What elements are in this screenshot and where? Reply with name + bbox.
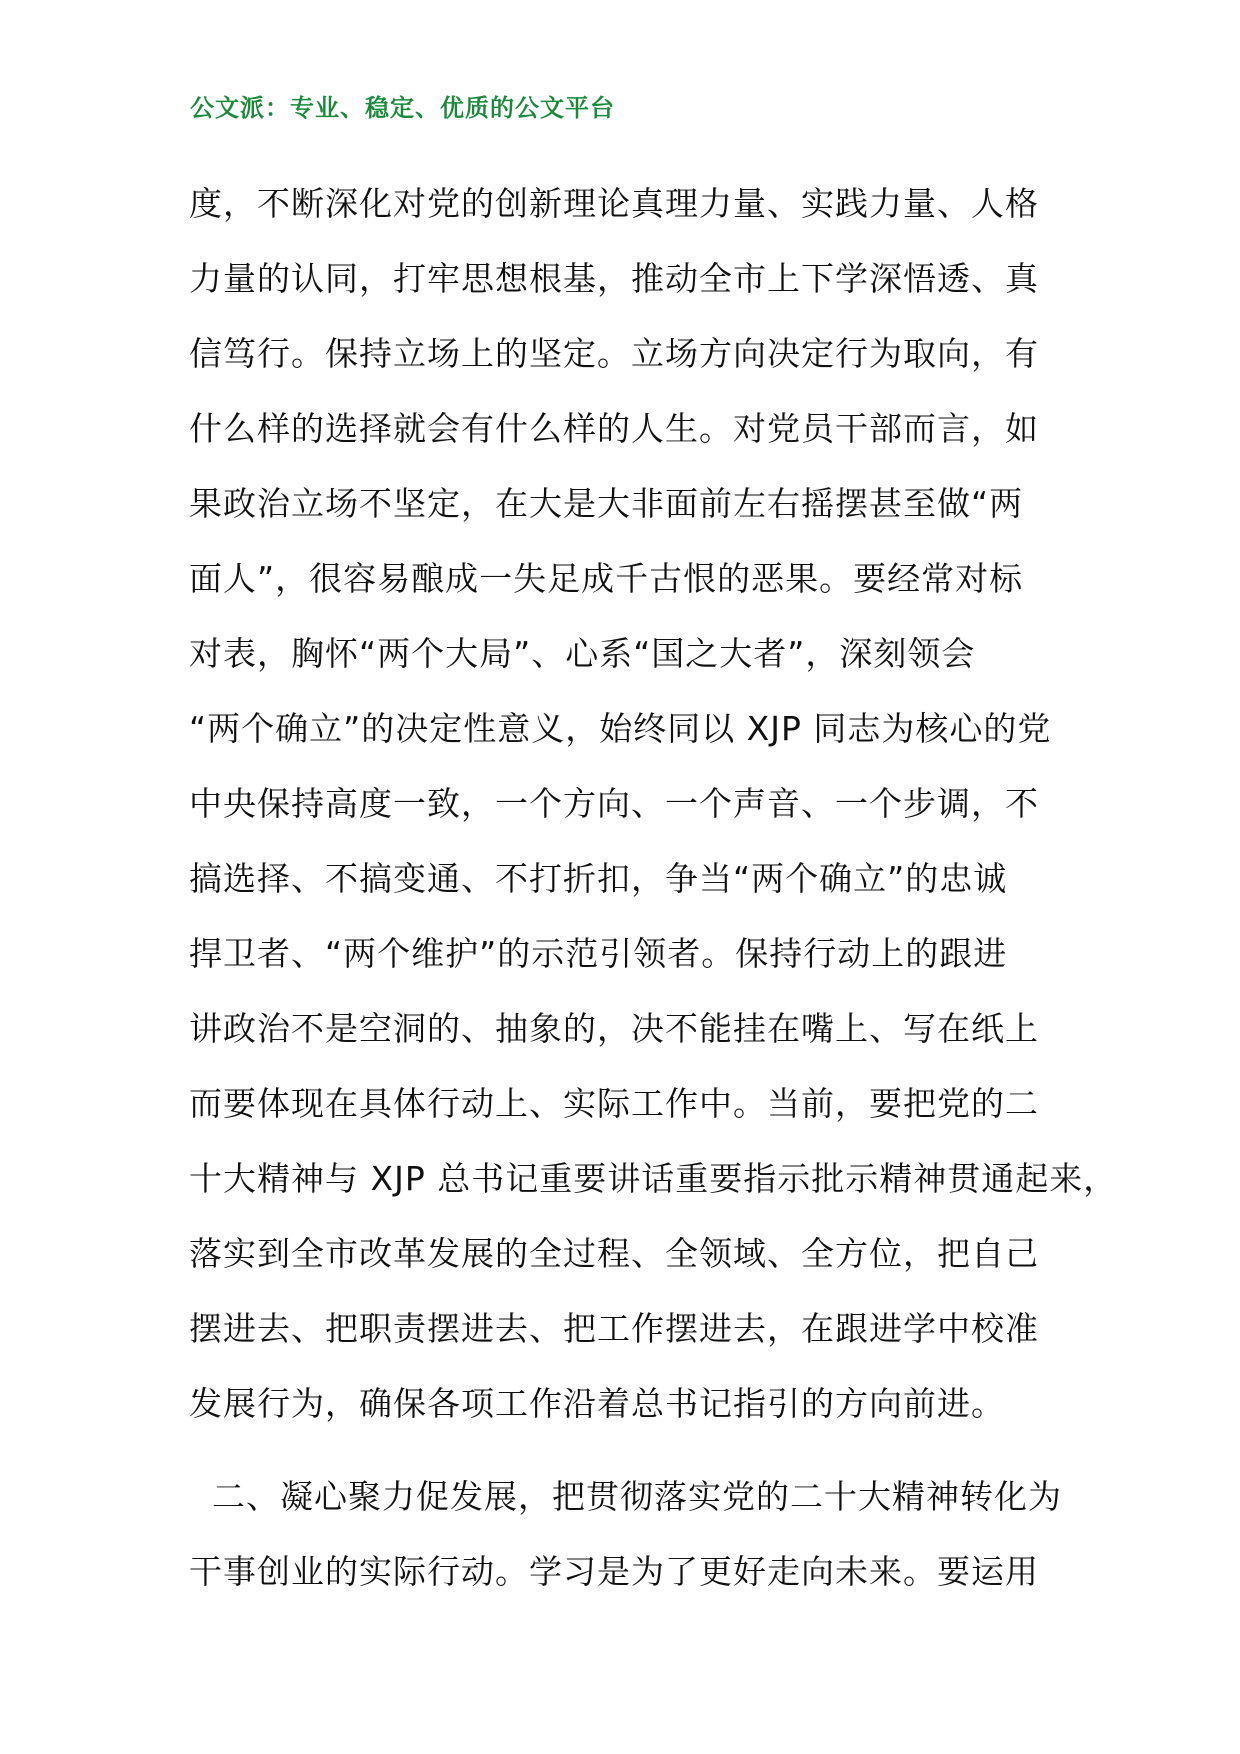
text-line: 度，不断深化对党的创新理论真理力量、实践力量、人格 — [189, 184, 1039, 223]
paragraph-spacer — [189, 1441, 1089, 1459]
text-line: 力量的认同，打牢思想根基，推动全市上下学深悟透、真 — [189, 259, 1039, 298]
paragraph — [189, 1459, 1089, 1609]
text-line: “两个确立”的决定性意义，始终同以 XJP 同志为核心的党 — [189, 709, 1052, 748]
text-line: 而要体现在具体行动上、实际工作中。当前，要把党的二 — [189, 1084, 1039, 1123]
header-title: 公文派：专业、稳定、优质的公文平台 — [190, 94, 615, 122]
paragraph — [189, 166, 1118, 1441]
text-line: 摆进去、把职责摆进去、把工作摆进去，在跟进学中校准 — [189, 1309, 1039, 1348]
text-line: 什么样的选择就会有什么样的人生。对党员干部而言，如 — [189, 409, 1039, 448]
text-line: 信笃行。保持立场上的坚定。立场方向决定行为取向，有 — [189, 334, 1039, 373]
text-line: 对表，胸怀“两个大局”、心系“国之大者”，深刻领会 — [189, 634, 976, 673]
text-line: 二、凝心聚力促发展，把贯彻落实党的二十大精神转化为 — [189, 1477, 1062, 1516]
text-line: 面人”，很容易酿成一失足成千古恨的恶果。要经常对标 — [189, 559, 1024, 598]
text-line: 捍卫者、“两个维护”的示范引领者。保持行动上的跟进 — [189, 934, 1008, 973]
text-line: 中央保持高度一致，一个方向、一个声音、一个步调，不 — [189, 784, 1039, 823]
text-line: 干事创业的实际行动。学习是为了更好走向未来。要运用 — [189, 1552, 1039, 1591]
text-line: 搞选择、不搞变通、不打折扣，争当“两个确立”的忠诚 — [189, 859, 1008, 898]
text-line: 发展行为，确保各项工作沿着总书记指引的方向前进。 — [189, 1384, 1005, 1423]
text-line: 落实到全市改革发展的全过程、全领域、全方位，把自己 — [189, 1234, 1039, 1273]
document-body — [189, 166, 1118, 1609]
text-line: 讲政治不是空洞的、抽象的，决不能挂在嘴上、写在纸上 — [189, 1009, 1039, 1048]
text-line: 十大精神与 XJP 总书记重要讲话重要指示批示精神贯通起来， — [189, 1159, 1118, 1198]
text-line: 果政治立场不坚定，在大是大非面前左右摇摆甚至做“两 — [189, 484, 1024, 523]
